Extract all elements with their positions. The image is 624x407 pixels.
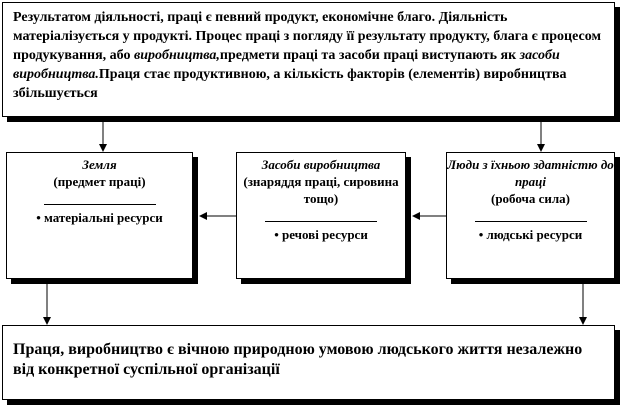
land-title: Земля <box>82 157 117 172</box>
people-subtitle: (робоча сила) <box>490 191 570 206</box>
top-text-emphasis-2: засоби виробництва. <box>13 48 560 82</box>
land-resource: • матеріальні ресурси <box>36 210 163 225</box>
means-title: Засоби виробництва <box>261 157 381 172</box>
top-text-part-3: Праця стає продуктивною, а кількість факторів (елементів) виробництва збільшується <box>13 67 567 101</box>
means-subtitle: (знаряддя праці, сировина тощо) <box>243 174 399 206</box>
top-text-part-2: предмети праці та засоби праці виступають як <box>219 48 520 63</box>
people-title: Люди з їхньою здатністю до праці <box>447 157 614 189</box>
top-text-emphasis-1: виробництва, <box>133 48 220 63</box>
bottom-text: Праця, виробництво є вічною природною умовою людського життя незалежно від конкретної суспільної організації <box>13 341 583 378</box>
land-subtitle: (предмет праці) <box>53 174 146 189</box>
top-text-part-1: Результатом діяльності, праці є певний продукт, економічне благо. Діяльність матеріалізується у продукті. Процес праці з погляду її результату продукту, блага є процесом продукування, або <box>13 10 601 63</box>
means-resource: • речові ресурси <box>274 227 368 242</box>
people-resource: • людські ресурси <box>478 227 583 242</box>
